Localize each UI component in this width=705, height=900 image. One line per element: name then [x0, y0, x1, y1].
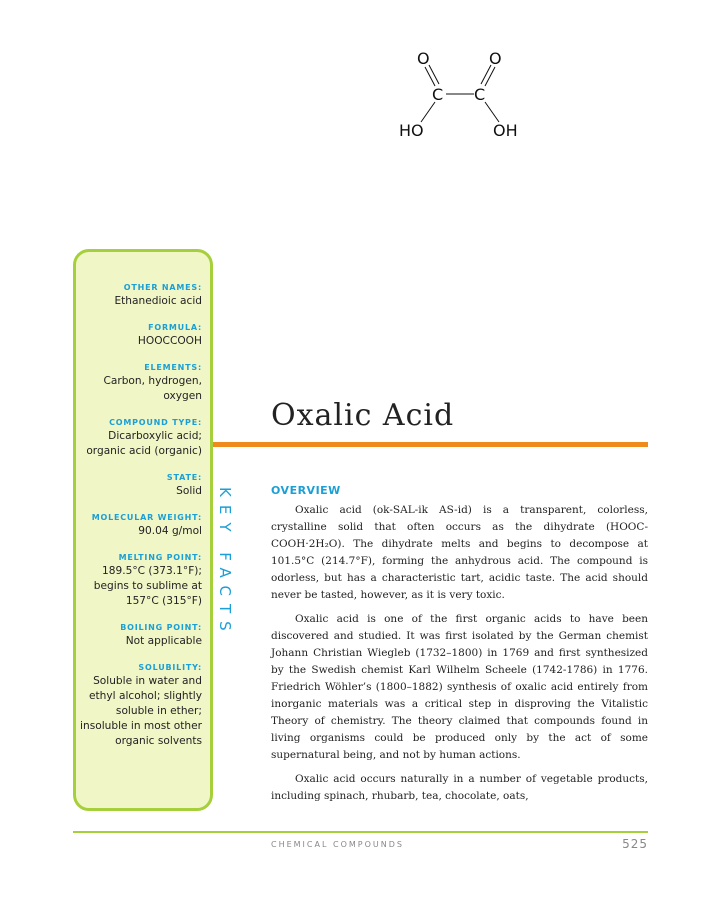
group-oh: OH — [493, 121, 518, 140]
running-footer-title: CHEMICAL COMPOUNDS — [271, 840, 404, 849]
fact-state — [80, 472, 202, 499]
fact-value: Dicarboxylic acid; organic acid (organic) — [86, 430, 202, 457]
group-ho: HO — [399, 121, 424, 140]
fact-label: FORMULA: — [148, 323, 202, 332]
key-facts-sidebar — [73, 249, 213, 811]
bond-c-oh-left — [421, 102, 435, 122]
article-body — [271, 502, 648, 812]
fact-value: 90.04 g/mol — [138, 525, 202, 537]
fact-value: Soluble in water and ethyl alcohol; slightly soluble in ether; insoluble in most other organic solvents — [80, 675, 202, 747]
fact-label: OTHER NAMES: — [123, 283, 202, 292]
fact-label: MELTING POINT: — [118, 553, 202, 562]
fact-value: Ethanedioic acid — [114, 295, 202, 307]
page-number: 525 — [622, 837, 648, 851]
atom-c-right: C — [474, 85, 486, 104]
fact-other-names — [80, 282, 202, 309]
fact-formula — [80, 322, 202, 349]
double-bond-left-a — [425, 67, 435, 86]
page-title: Oxalic Acid — [271, 398, 455, 433]
fact-label: SOLUBILITY: — [138, 663, 202, 672]
fact-label: ELEMENTS: — [144, 363, 202, 372]
fact-elements — [80, 362, 202, 404]
fact-label: MOLECULAR WEIGHT: — [91, 513, 202, 522]
fact-compound-type — [80, 417, 202, 459]
fact-molecular-weight — [80, 512, 202, 539]
fact-value: Not applicable — [125, 635, 202, 647]
fact-value: HOOCCOOH — [137, 335, 202, 347]
fact-label: COMPOUND TYPE: — [109, 418, 202, 427]
fact-value: 189.5°C (373.1°F); begins to sublime at 157°C (315°F) — [93, 565, 202, 607]
double-bond-left-b — [429, 65, 439, 84]
fact-melting-point — [80, 552, 202, 609]
body-paragraph: Oxalic acid (ok-SAL-ik AS-id) is a transparent, colorless, crystalline solid that often occurs as the dihydrate (HOOC-COOH·2H₂O). The dihydrate melts and begins to decompose at 101.5°C (214.7°F), forming the anhydrous acid. The compound is odorless, but has a characteristic tart, acidic taste. The acid should never be tasted, however, as it is very toxic. — [271, 504, 648, 601]
fact-value: Carbon, hydrogen, oxygen — [103, 375, 202, 402]
title-underline-rule — [213, 442, 648, 447]
section-heading-overview: OVERVIEW — [271, 484, 341, 497]
atom-o-left: O — [417, 49, 430, 68]
double-bond-right-b — [485, 67, 495, 86]
fact-label: STATE: — [166, 473, 202, 482]
fact-value: Solid — [176, 485, 202, 497]
key-facts-text: KEY FACTS — [216, 487, 234, 639]
atom-c-left: C — [432, 85, 444, 104]
bond-c-oh-right — [485, 102, 499, 122]
oxalic-acid-structure-diagram — [385, 40, 535, 150]
atom-o-right: O — [489, 49, 502, 68]
footer-rule — [73, 831, 648, 833]
key-facts-vertical-label — [210, 478, 240, 648]
body-paragraph: Oxalic acid occurs naturally in a number of vegetable products, including spinach, rhubarb, tea, chocolate, oats, — [271, 773, 648, 802]
fact-solubility — [80, 662, 202, 749]
body-paragraph: Oxalic acid is one of the first organic acids to have been discovered and studied. It was first isolated by the German chemist Johann Christian Wiegleb (1732–1800) in 1769 and first synthesized by the Swedish chemist Karl Wilhelm Scheele (1742-1786) in 1776. Friedrich Wöhler’s (1800–1882) synthesis of oxalic acid entirely from inorganic materials was a critical step in disproving the Vitalistic Theory of chemistry. The theory claimed that compounds found in living organisms could be produced only by the act of some supernatural being, and not by human actions. — [271, 613, 648, 761]
fact-boiling-point — [80, 622, 202, 649]
structural-formula — [385, 40, 535, 150]
fact-label: BOILING POINT: — [120, 623, 202, 632]
